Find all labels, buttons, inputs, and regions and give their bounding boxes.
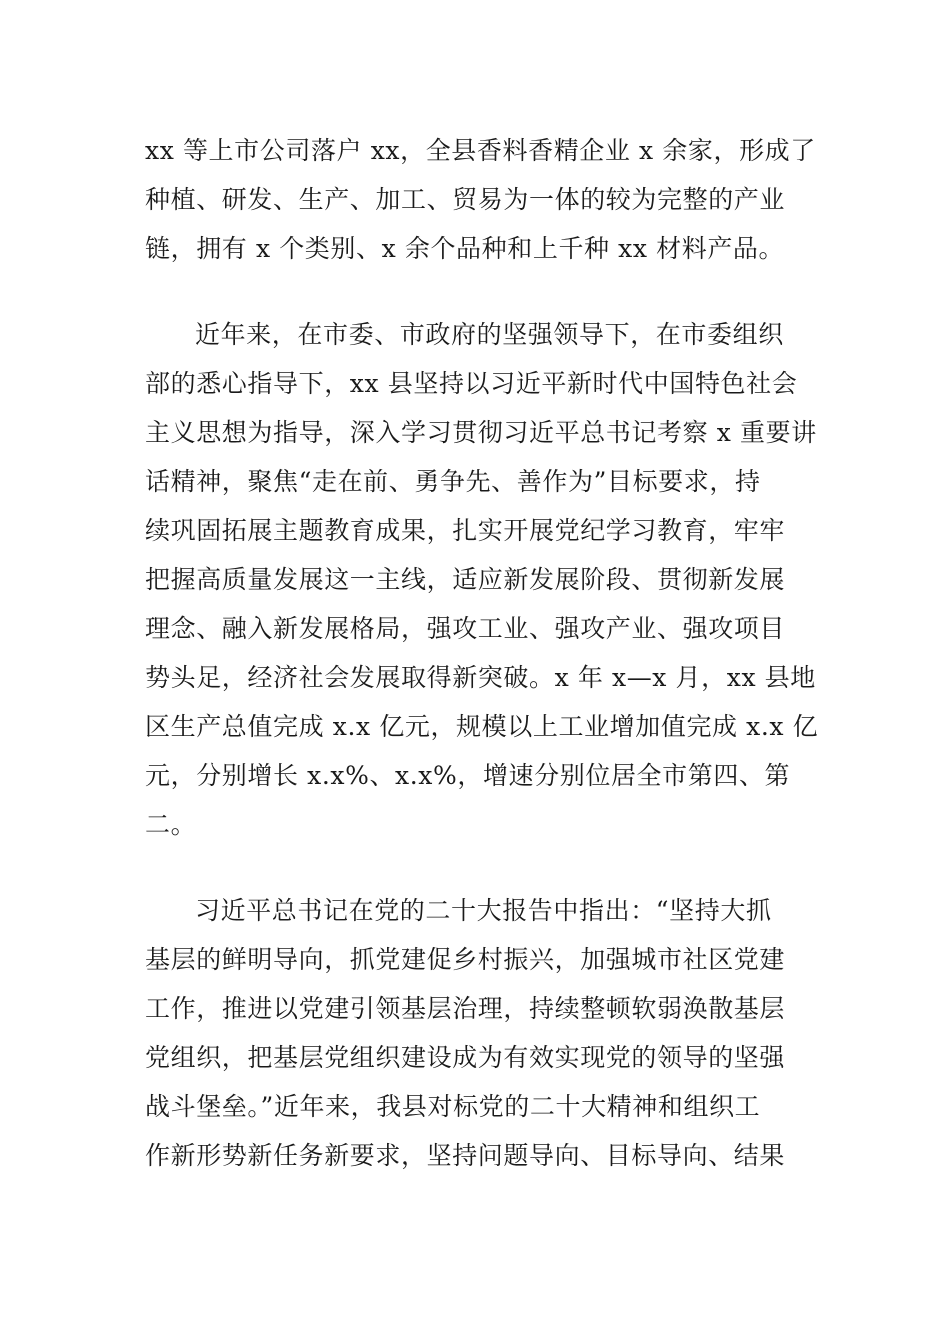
paragraph-2-line-7: 理念、融入新发展格局，强攻工业、强攻产业、强攻项目 [145,614,786,643]
paragraph-2-line-2: 部的悉心指导下，xx 县坚持以习近平新时代中国特色社会 [145,369,798,398]
paragraph-3-line-2: 基层的鲜明导向，抓党建促乡村振兴，加强城市社区党建 [145,945,786,974]
paragraph-2-line-9: 区生产总值完成 x.x 亿元，规模以上工业增加值完成 x.x 亿 [145,712,819,741]
paragraph-2-line-5: 续巩固拓展主题教育成果，扎实开展党纪学习教育，牢牢 [145,516,786,545]
paragraph-2-line-6: 把握高质量发展这一主线，适应新发展阶段、贯彻新发展 [145,565,786,594]
paragraph-2-line-11: 二。 [145,810,197,839]
paragraph-2-line-8: 势头足，经济社会发展取得新突破。x 年 x—x 月，xx 县地 [145,663,816,692]
paragraph-3-line-4: 党组织，把基层党组织建设成为有效实现党的领导的坚强 [145,1043,786,1072]
paragraph-3-line-3: 工作，推进以党建引领基层治理，持续整顿软弱涣散基层 [145,994,786,1023]
paragraph-2-line-1: 近年来，在市委、市政府的坚强领导下，在市委组织 [195,320,784,349]
paragraph-2-line-3: 主义思想为指导，深入学习贯彻习近平总书记考察 x 重要讲 [145,418,817,447]
paragraph-2-line-10: 元，分别增长 x.x%、x.x%，增速分别位居全市第四、第 [145,761,791,790]
paragraph-2-line-4: 话精神，聚焦“走在前、勇争先、善作为”目标要求，持 [145,467,761,496]
paragraph-1-line-2: 种植、研发、生产、加工、贸易为一体的较为完整的产业 [145,185,786,214]
paragraph-3-line-5: 战斗堡垒。”近年来，我县对标党的二十大精神和组织工 [145,1092,761,1121]
paragraph-1-line-3: 链，拥有 x 个类别、x 余个品种和上千种 xx 材料产品。 [145,234,785,263]
paragraph-1-line-1: xx 等上市公司落户 xx，全县香料香精企业 x 余家，形成了 [145,136,816,165]
paragraph-3-line-1: 习近平总书记在党的二十大报告中指出：“坚持大抓 [195,896,772,925]
paragraph-3-line-6: 作新形势新任务新要求，坚持问题导向、目标导向、结果 [145,1141,786,1170]
